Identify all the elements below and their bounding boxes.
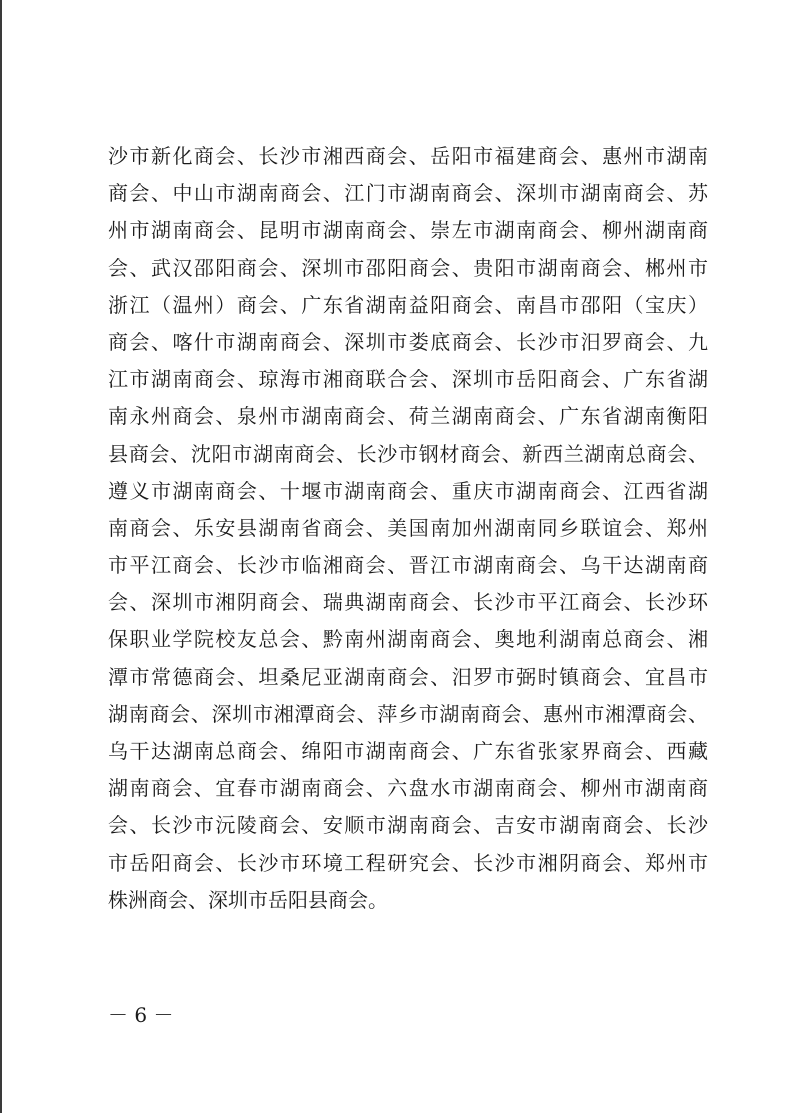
text-line: 乌干达湖南总商会、绵阳市湖南商会、广东省张家界商会、西藏 <box>108 739 708 763</box>
text-line: 沙市新化商会、长沙市湘西商会、岳阳市福建商会、惠州市湖南 <box>108 144 708 168</box>
text-line: 江市湖南商会、琼海市湘商联合会、深圳市岳阳商会、广东省湖 <box>108 367 708 392</box>
text-line: 南永州商会、泉州市湖南商会、荷兰湖南商会、广东省湖南衡阳 <box>108 404 708 429</box>
text-line: 浙江（温州）商会、广东省湖南益阳商会、南昌市邵阳（宝庆） <box>108 292 708 317</box>
text-line: 遵义市湖南商会、十堰市湖南商会、重庆市湖南商会、江西省湖 <box>108 478 708 503</box>
text-line: 湖南商会、宜春市湖南商会、六盘水市湖南商会、柳州市湖南商 <box>108 776 708 801</box>
text-line: 会、长沙市沅陵商会、安顺市湖南商会、吉安市湖南商会、长沙 <box>108 813 708 838</box>
text-line: 会、深圳市湘阴商会、瑞典湖南商会、长沙市平江商会、长沙环 <box>108 590 708 615</box>
body-text <box>108 138 708 919</box>
text-line: 商会、喀什市湖南商会、深圳市娄底商会、长沙市汨罗商会、九 <box>108 329 708 354</box>
text-line: 南商会、乐安县湖南省商会、美国南加州湖南同乡联谊会、郑州 <box>108 515 708 540</box>
text-line: 市平江商会、长沙市临湘商会、晋江市湖南商会、乌干达湖南商 <box>108 553 708 578</box>
text-line: 湖南商会、深圳市湘潭商会、萍乡市湖南商会、惠州市湘潭商会、 <box>108 701 708 726</box>
page-left-border <box>0 0 2 1113</box>
text-line: 会、武汉邵阳商会、深圳市邵阳商会、贵阳市湖南商会、郴州市 <box>108 255 708 280</box>
text-line-last: 株洲商会、深圳市岳阳县商会。 <box>108 887 388 912</box>
text-line: 市岳阳商会、长沙市环境工程研究会、长沙市湘阴商会、郑州市 <box>108 850 708 875</box>
text-line: 县商会、沈阳市湖南商会、长沙市钢材商会、新西兰湖南总商会、 <box>108 441 708 466</box>
text-line: 保职业学院校友总会、黔南州湖南商会、奥地利湖南总商会、湘 <box>108 627 708 652</box>
text-line: 潭市常德商会、坦桑尼亚湖南商会、汨罗市弼时镇商会、宜昌市 <box>108 664 708 689</box>
text-line: 商会、中山市湖南商会、江门市湖南商会、深圳市湖南商会、苏 <box>108 181 708 206</box>
page-number: － 6 － <box>108 1003 174 1027</box>
text-line: 州市湖南商会、昆明市湖南商会、崇左市湖南商会、柳州湖南商 <box>108 218 708 243</box>
